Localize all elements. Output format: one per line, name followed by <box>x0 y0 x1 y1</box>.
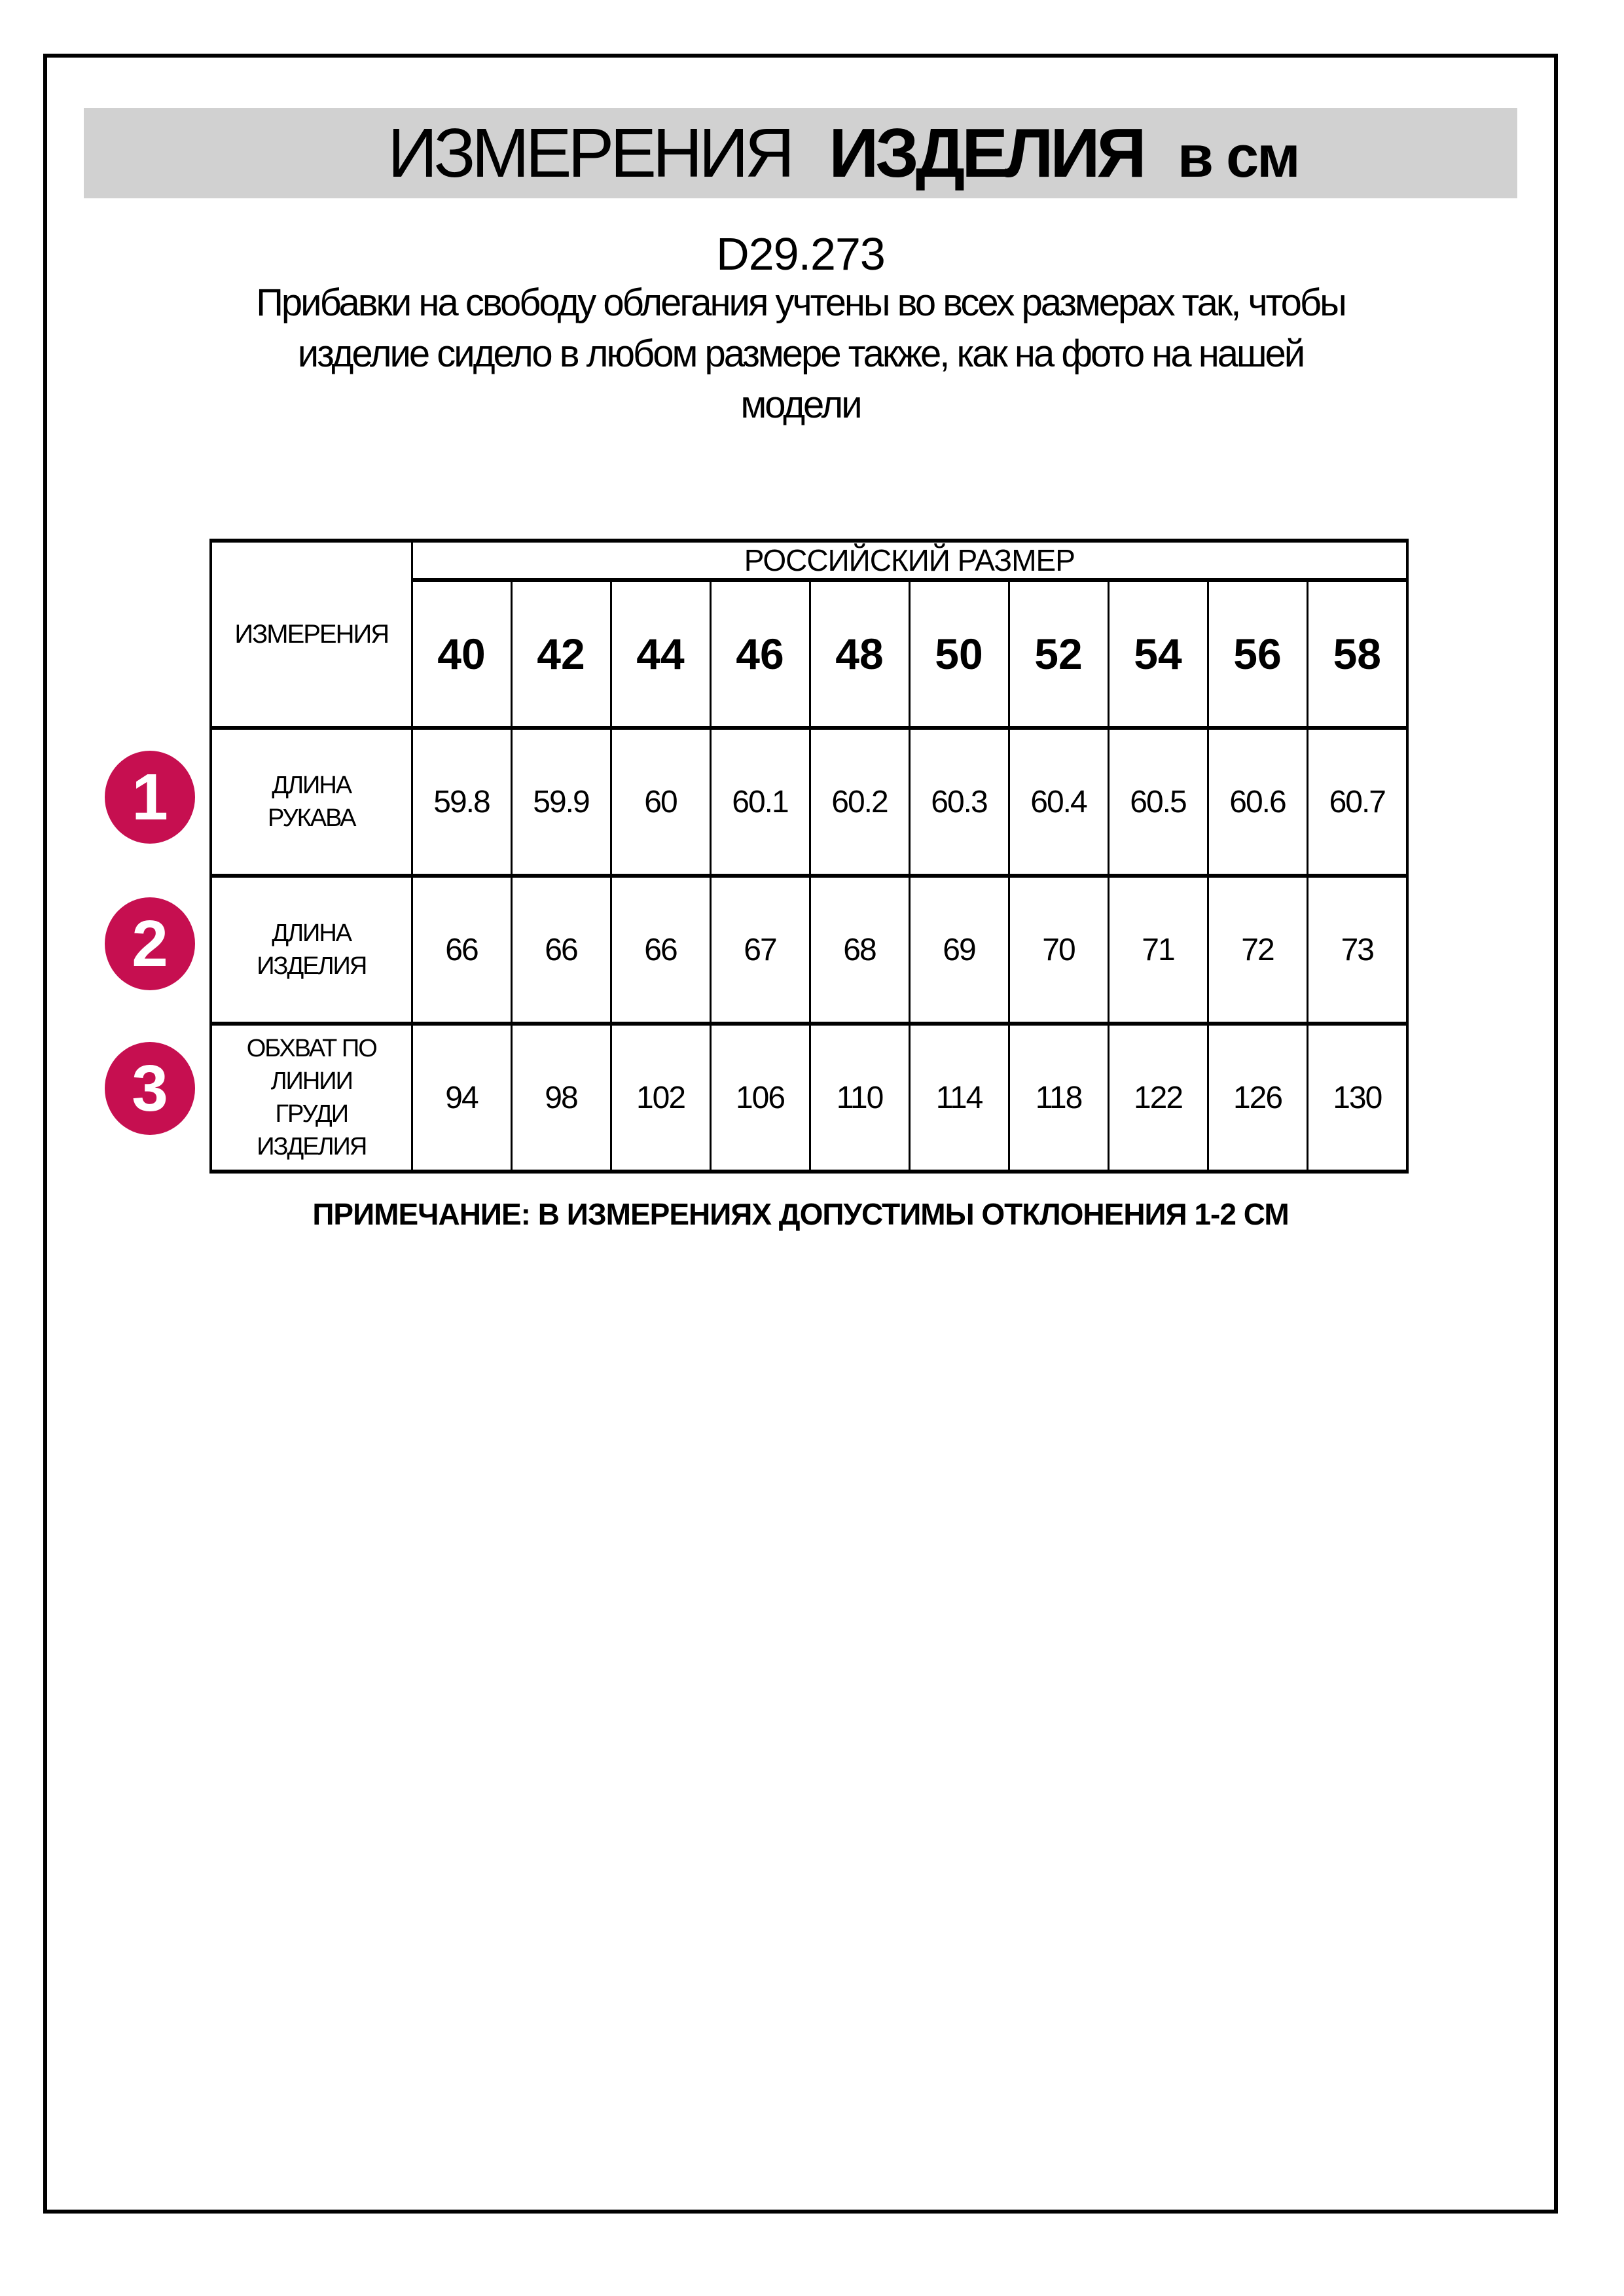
size-header-cell: 52 <box>1009 580 1108 728</box>
article-code: D29.273 <box>716 228 885 279</box>
table-cell: 60.3 <box>909 728 1009 876</box>
table-cell: 122 <box>1108 1024 1208 1172</box>
table-cell: 59.9 <box>511 728 611 876</box>
size-header-cell: 46 <box>710 580 810 728</box>
table-cell: 68 <box>810 876 909 1024</box>
table-cell: 60.5 <box>1108 728 1208 876</box>
row-label: ДЛИНА РУКАВА <box>267 772 355 832</box>
table-cell: 59.8 <box>412 728 511 876</box>
table-cell: 126 <box>1208 1024 1307 1172</box>
size-header-cell: 58 <box>1307 580 1407 728</box>
row-number: 3 <box>132 1051 168 1125</box>
table-cell: 73 <box>1307 876 1407 1024</box>
note-text: ПРИМЕЧАНИЕ: В ИЗМЕРЕНИЯХ ДОПУСТИМЫ ОТКЛОНЕНИЯ 1-2 СМ <box>312 1197 1289 1231</box>
table-cell: 66 <box>511 876 611 1024</box>
size-header-cell: 42 <box>511 580 611 728</box>
table-row-sleeve-length <box>211 728 1407 876</box>
intro-line: Прибавки на свободу облегания учтены во всех размерах так, чтобы <box>256 281 1345 324</box>
table-cell: 69 <box>909 876 1009 1024</box>
size-group-header-label: РОССИЙСКИЙ РАЗМЕР <box>744 543 1075 577</box>
table-cell: 110 <box>810 1024 909 1172</box>
table-cell: 118 <box>1009 1024 1108 1172</box>
measurements-header-cell <box>211 541 412 728</box>
title-bar <box>84 108 1517 198</box>
table-cell: 102 <box>611 1024 710 1172</box>
size-header-cell: 54 <box>1108 580 1208 728</box>
size-table <box>209 539 1409 1174</box>
intro-line: изделие сидело в любом размере также, как на фото на нашей <box>297 332 1304 375</box>
intro-line: модели <box>740 384 861 426</box>
size-header-cell: 48 <box>810 580 909 728</box>
page-title-unit: в см <box>1177 124 1299 190</box>
table-row-garment-length <box>211 876 1407 1024</box>
table-cell: 70 <box>1009 876 1108 1024</box>
table-cell: 71 <box>1108 876 1208 1024</box>
table-cell: 130 <box>1307 1024 1407 1172</box>
row-label: ОБХВАТ ПО ЛИНИИ ГРУДИ ИЗДЕЛИЯ <box>246 1035 376 1160</box>
table-cell: 60.6 <box>1208 728 1307 876</box>
table-cell: 60.1 <box>710 728 810 876</box>
row-number: 2 <box>132 906 168 980</box>
table-cell: 60.4 <box>1009 728 1108 876</box>
size-header-cell: 44 <box>611 580 710 728</box>
table-cell: 67 <box>710 876 810 1024</box>
table-cell: 66 <box>412 876 511 1024</box>
table-cell: 60 <box>611 728 710 876</box>
row-label-cell <box>211 1024 412 1172</box>
measurements-header-label: ИЗМЕРЕНИЯ <box>234 619 389 649</box>
table-cell: 66 <box>611 876 710 1024</box>
row-number-badge <box>105 1042 195 1135</box>
row-number-badge <box>105 897 195 990</box>
table-cell: 94 <box>412 1024 511 1172</box>
table-cell: 114 <box>909 1024 1009 1172</box>
table-cell: 60.2 <box>810 728 909 876</box>
page-title-word2: ИЗДЕЛИЯ <box>829 115 1144 192</box>
size-group-header-cell <box>412 541 1407 580</box>
size-header-cell: 50 <box>909 580 1009 728</box>
intro-paragraph <box>43 278 1558 431</box>
table-cell: 72 <box>1208 876 1307 1024</box>
row-label-cell <box>211 876 412 1024</box>
page-title-word1: ИЗМЕРЕНИЯ <box>388 115 791 192</box>
table-cell: 106 <box>710 1024 810 1172</box>
row-number: 1 <box>132 760 168 834</box>
row-label: ДЛИНА ИЗДЕЛИЯ <box>257 920 367 980</box>
size-header-cell: 56 <box>1208 580 1307 728</box>
row-number-badge <box>105 751 195 844</box>
size-header-cell: 40 <box>412 580 511 728</box>
table-cell: 60.7 <box>1307 728 1407 876</box>
table-row-chest-girth <box>211 1024 1407 1172</box>
table-cell: 98 <box>511 1024 611 1172</box>
row-label-cell <box>211 728 412 876</box>
